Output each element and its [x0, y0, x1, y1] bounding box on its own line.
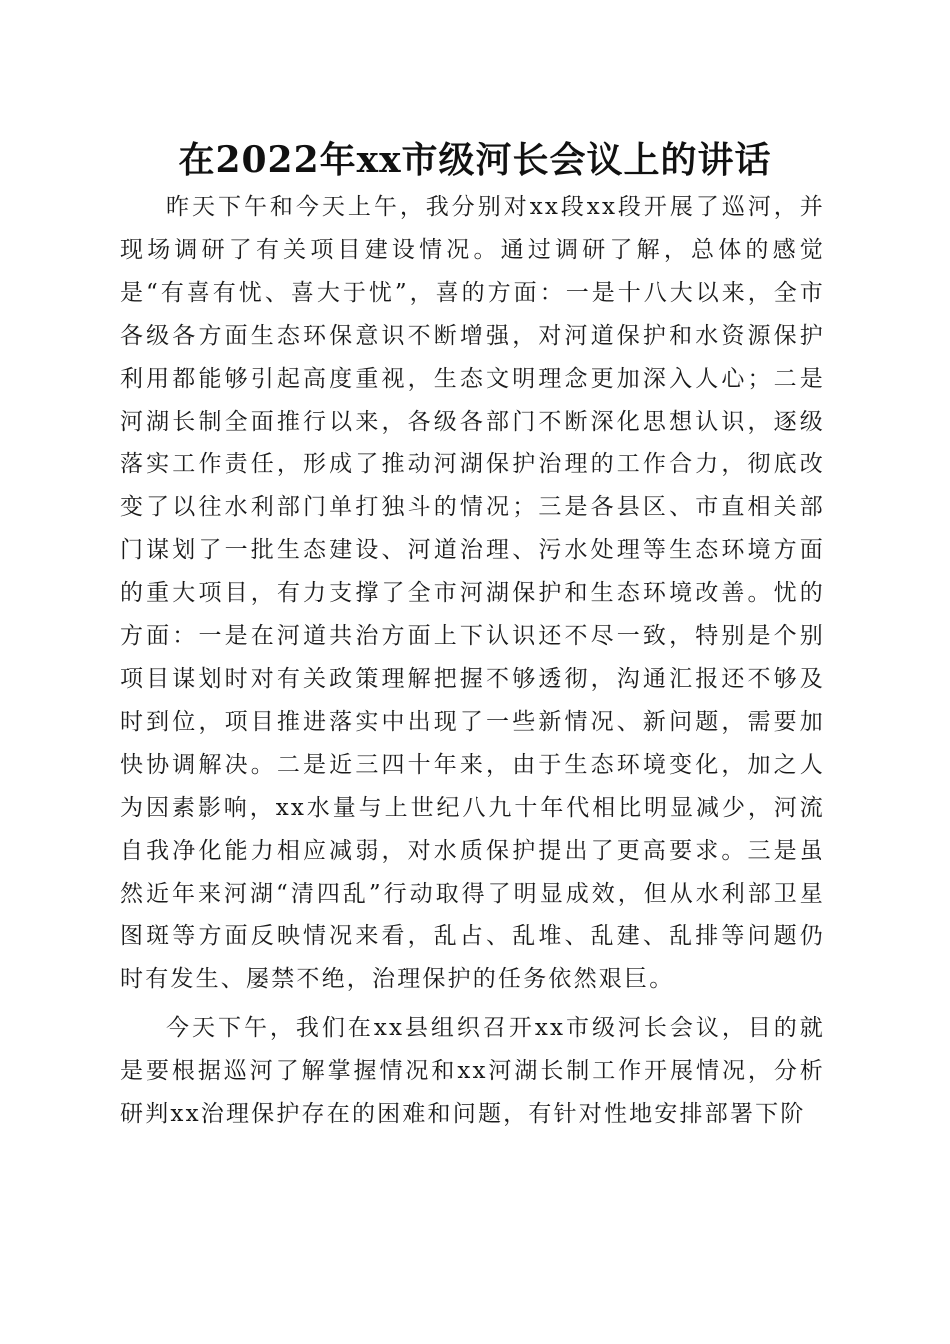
document-body: [120, 186, 825, 1136]
paragraph-2: 今天下午，我们在xx县组织召开xx市级河长会议，目的就是要根据巡河了解掌握情况和xx河湖长制工作开展情况，分析研判xx治理保护存在的困难和问题，有针对性地安排部署下阶: [120, 1015, 825, 1128]
document-title: 在2022年xx市级河长会议上的讲话: [178, 139, 772, 181]
paragraph-1: 昨天下午和今天上午，我分别对xx段xx段开展了巡河，并现场调研了有关项目建设情况。通过调研了解，总体的感觉是“有喜有忧、喜大于忧”，喜的方面：一是十八大以来，全市各级各方面生态环保意识不断增强，对河道保护和水资源保护利用都能够引起高度重视，生态文明理念更加深入人心；二是河湖长制全面推行以来，各级各部门不断深化思想认识，逐级落实工作责任，形成了推动河湖保护治理的工作合力，彻底改变了以往水利部门单打独斗的情况；三是各县区、市直相关部门谋划了一批生态建设、河道治理、污水处理等生态环境方面的重大项目，有力支撑了全市河湖保护和生态环境改善。忧的方面：一是在河道共治方面上下认识还不尽一致，特别是个别项目谋划时对有关政策理解把握不够透彻，沟通汇报还不够及时到位，项目推进落实中出现了一些新情况、新问题，需要加快协调解决。二是近三四十年来，由于生态环境变化，加之人为因素影响，xx水量与上世纪八九十年代相比明显减少，河流自我净化能力相应减弱，对水质保护提出了更高要求。三是虽然近年来河湖“清四乱”行动取得了明显成效，但从水利部卫星图斑等方面反映情况来看，乱占、乱堆、乱建、乱排等问题仍时有发生、屡禁不绝，治理保护的任务依然艰巨。: [120, 194, 825, 993]
